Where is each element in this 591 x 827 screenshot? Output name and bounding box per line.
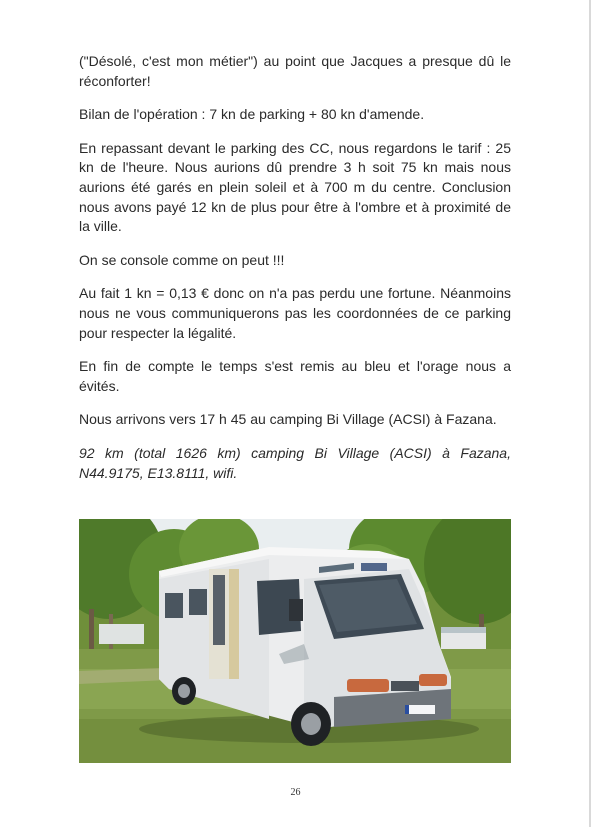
document-body <box>79 52 511 497</box>
page-number: 26 <box>290 787 301 798</box>
paragraph-weather: En fin de compte le temps s'est remis au bleu et l'orage nous a évités. <box>79 358 511 394</box>
paragraph-arrival: Nous arrivons vers 17 h 45 au camping Bi Village (ACSI) à Fazana. <box>79 411 497 428</box>
motorhome-photo <box>79 519 511 763</box>
paragraph-apology: ("Désolé, c'est mon métier") au point que Jacques a presque dû le réconforter! <box>79 53 511 89</box>
paragraph-exchange-rate: Au fait 1 kn = 0,13 € donc on n'a pas perdu une fortune. Néanmoins nous ne vous communiquerons pas les coordonnées de ce parking pour respecter la légalité. <box>79 285 511 341</box>
paragraph-consolation: On se console comme on peut !!! <box>79 251 285 268</box>
paragraph-parking-rate: En repassant devant le parking des CC, nous regardons le tarif : 25 kn de l'heure. Nous aurions dû prendre 3 h soit 75 kn mais nous aurions été garés en plein soleil et à 700 m du centre. Conclusion nous avons payé 12 kn de plus pour être à l'ombre et à proximité de la ville. <box>79 139 511 235</box>
paragraph-itinerary-note: 92 km (total 1626 km) camping Bi Village (ACSI) à Fazana, N44.9175, E13.8111, wifi. <box>79 444 511 481</box>
paragraph-cost-summary: Bilan de l'opération : 7 kn de parking + 80 kn d'amende. <box>79 106 425 123</box>
